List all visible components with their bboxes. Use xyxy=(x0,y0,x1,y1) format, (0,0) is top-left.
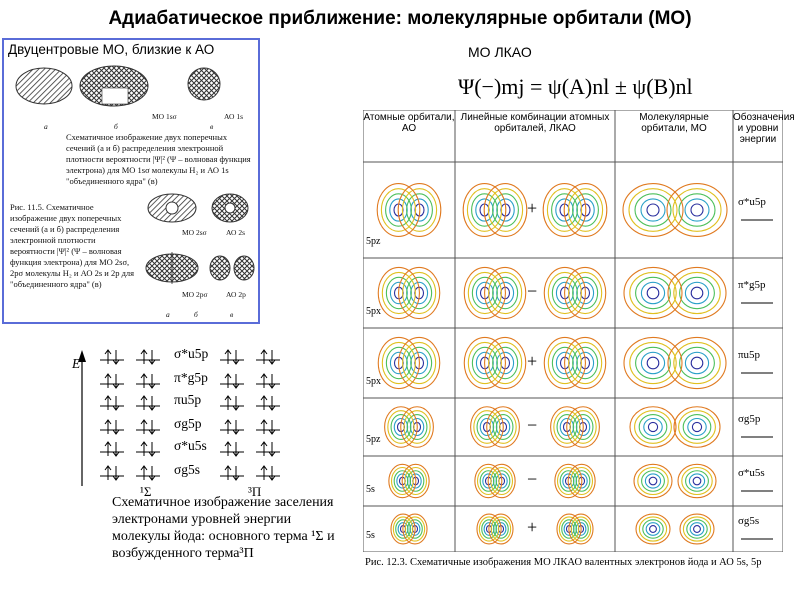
term-sigma: ¹Σ xyxy=(140,484,152,499)
fig2-drawing xyxy=(142,186,262,306)
row-op-sign: − xyxy=(527,415,538,435)
row-ao-label: 5s xyxy=(366,484,375,495)
fig2-label-ao2p: АО 2p xyxy=(226,290,246,299)
table-caption: Рис. 12.3. Схематичные изображения МО ЛКАО валентных электронов йода и АО 5s, 5p xyxy=(365,557,762,568)
row-level: σg5s xyxy=(738,515,760,527)
fig1-label-mo: МО 1sσ xyxy=(152,112,177,121)
fig1-letter-b: б xyxy=(114,122,118,131)
row-op-sign: − xyxy=(527,281,538,301)
fig2-label-ao2s: АО 2s xyxy=(226,228,246,237)
row-level: π*g5p xyxy=(738,279,766,291)
row-ao-label: 5pz xyxy=(366,434,381,445)
energy-level-label: π*g5p xyxy=(174,370,208,385)
left-panel-heading: Двуцентровые МО, близкие к АО xyxy=(8,42,215,57)
row-ao-label: 5px xyxy=(366,306,381,317)
header-mo: Молекулярные орбитали, МО xyxy=(639,112,709,134)
row-ao-label: 5s xyxy=(366,530,375,541)
energy-axis-label: E xyxy=(72,356,81,371)
row-ao-label: 5px xyxy=(366,376,381,387)
row-ao-label: 5pz xyxy=(366,236,381,247)
energy-level-label: σ*u5s xyxy=(174,438,207,453)
energy-level-label: σg5p xyxy=(174,416,202,431)
energy-level-label: πu5p xyxy=(174,392,202,407)
fig2-letter-a: а xyxy=(166,310,170,319)
fig1-label-ao: АО 1s xyxy=(224,112,244,121)
fig2-label-mo2p: МО 2pσ xyxy=(182,290,208,299)
energy-diagram xyxy=(60,336,360,499)
fig1-mo-a xyxy=(16,68,72,104)
fig1-letter-a: а xyxy=(44,122,48,131)
row-level: σ*u5s xyxy=(738,467,765,479)
mo-lcao-heading: МО ЛКАО xyxy=(468,44,532,60)
row-op-sign: − xyxy=(527,469,538,489)
energy-level-label: σ*u5p xyxy=(174,346,209,361)
page-title: Адиабатическое приближение: молекулярные орбитали (МО) xyxy=(108,8,692,29)
row-op-sign: + xyxy=(527,198,538,218)
header-ao: Атомные орбитали, АО xyxy=(363,112,455,134)
fig1-caption: Схематичное изображение двух поперечных сечений (а и б) распределения электронной плотности вероятности |Ψ|² (Ψ – волновая функция электрона) для МО 1sσ молекулы H₂ и АО 1s "объединенного ядра" (в) xyxy=(66,132,251,186)
row-level: πu5p xyxy=(738,349,761,361)
row-op-sign: + xyxy=(527,517,538,537)
fig2-label-mo2s: МО 2sσ xyxy=(182,228,207,237)
energy-level-label: σg5s xyxy=(174,462,201,477)
fig1-letter-c: в xyxy=(210,122,214,131)
term-pi: ³Π xyxy=(248,484,262,499)
row-level: σg5p xyxy=(738,413,761,425)
left-panel xyxy=(2,38,260,324)
fig2-letter-c: в xyxy=(230,310,234,319)
fig1-ao xyxy=(188,68,220,100)
energy-caption: Схематичное изображение заселения электронами уровней энергии молекулы йода: основного терма ¹Σ и возбужденного терма³Π xyxy=(112,495,335,561)
fig2-caption: Рис. 11.5. Схематичное изображение двух поперечных сечений (а и б) распределения электронной плотности вероятности |Ψ|² (Ψ – волновая функция электрона) для МО 2sσ, 2pσ молекулы H₂ и АО 2s и 2p для "объединенного ядра" (в) xyxy=(10,202,135,289)
fig2-letter-b: б xyxy=(194,310,198,319)
energy-arrows xyxy=(60,336,360,496)
lcao-table xyxy=(363,110,795,552)
row-level: σ*u5p xyxy=(738,196,766,208)
header-lcao: Линейные комбинации атомных орбиталей, ЛКАО xyxy=(460,112,610,134)
lcao-formula: Ψ(−)mj = ψ(A)nl ± ψ(B)nl xyxy=(458,74,693,99)
header-level: Обозначения и уровни энергии xyxy=(733,112,795,145)
row-op-sign: + xyxy=(527,351,538,371)
